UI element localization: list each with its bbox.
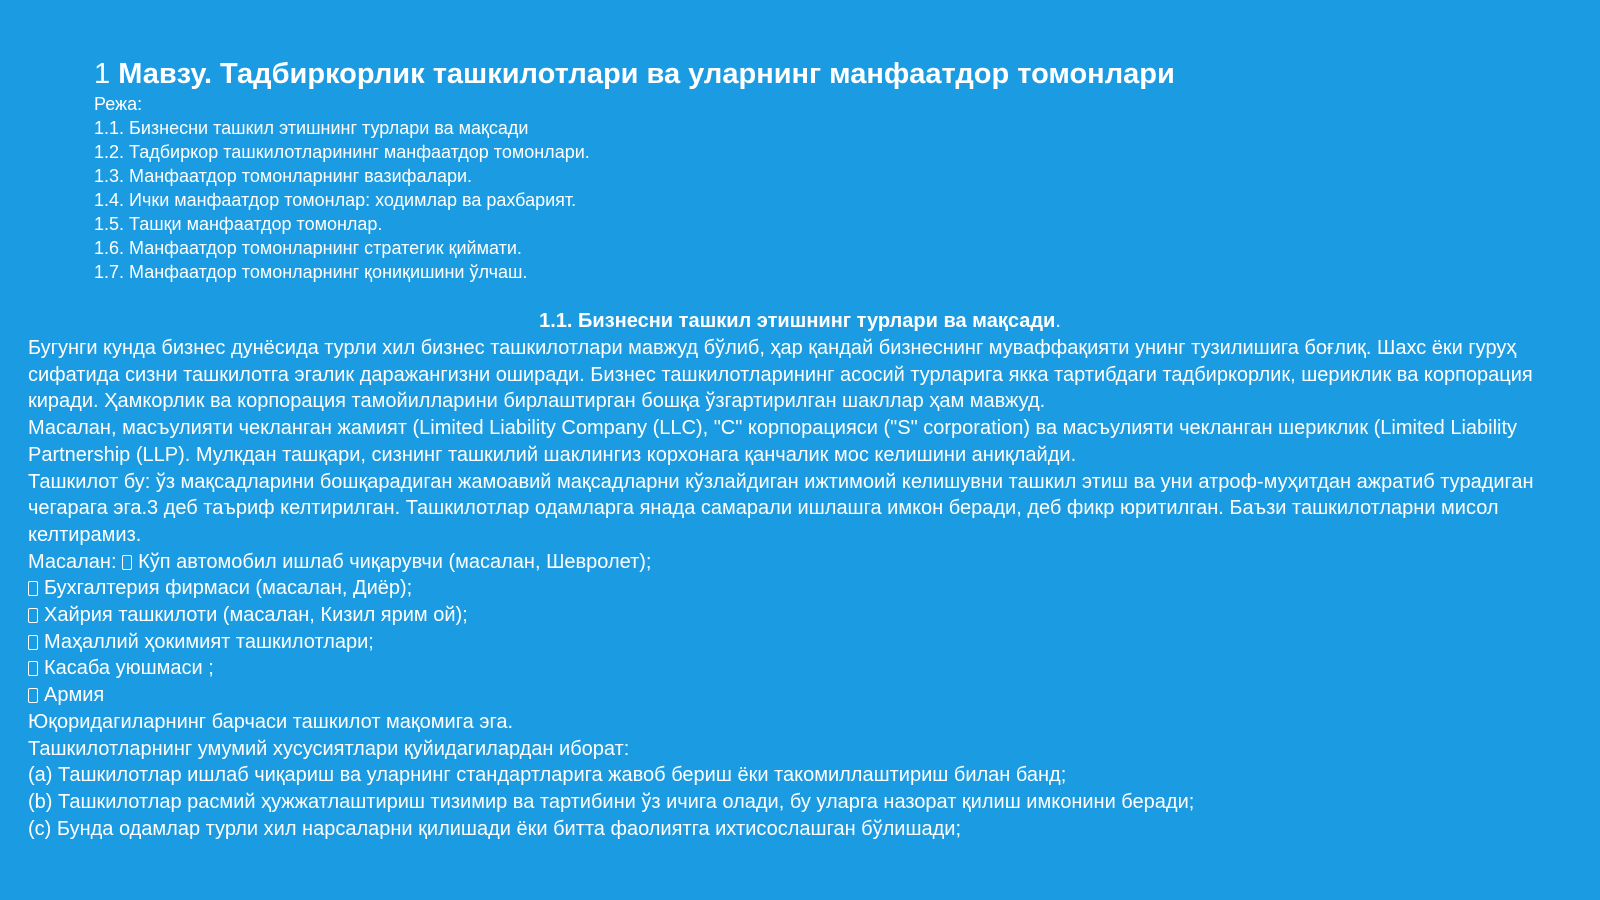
example-text: Маҳаллий ҳокимият ташкилотлари;: [44, 630, 374, 653]
example-text: Бухгалтерия фирмаси (масалан, Диёр);: [44, 577, 413, 600]
paragraph-features-intro: Ташкилотларнинг умумий хусусиятлари қуйидагилардан иборат:: [28, 737, 630, 760]
plan-item: 1.2. Тадбиркор ташкилотларининг манфаатдор томонлари.: [94, 142, 590, 162]
title-text: Мавзу. Тадбиркорлик ташкилотлари ва уларнинг манфаатдор томонлари: [118, 58, 1175, 90]
feature-item: (c) Бунда одамлар турли хил нарсаларни қилишади ёки битта фаолиятга ихтисослашган бўлишади;: [28, 817, 962, 840]
plan-list: [94, 92, 590, 284]
example-line: [28, 602, 1576, 629]
feature-item: (b) Ташкилотлар расмий ҳужжатлаштириш тизимир ва тартибини ўз ичига олади, бу уларга назорат қилиш имконини беради;: [28, 790, 1195, 813]
example-text: Армия: [44, 684, 105, 707]
example-line: [28, 575, 1576, 602]
plan-item: 1.5. Ташқи манфаатдор томонлар.: [94, 214, 383, 234]
section-heading: [0, 308, 1600, 334]
title-number: 1: [94, 58, 111, 90]
example-line: [28, 549, 1576, 576]
plan-item: 1.1. Бизнесни ташкил этишнинг турлари ва мақсади: [94, 118, 529, 138]
example-line: [28, 682, 1576, 709]
plan-item: 1.4. Ички манфаатдор томонлар: ходимлар ва рахбарият.: [94, 190, 577, 210]
section-heading-dot: .: [1055, 310, 1061, 332]
body-text: [28, 335, 1576, 842]
example-line: [28, 629, 1576, 656]
plan-item: 1.7. Манфаатдор томонларнинг қониқишини ўлчаш.: [94, 262, 528, 282]
feature-item: (a) Ташкилотлар ишлаб чиқариш ва уларнинг стандартларига жавоб бериш ёки такомиллаштириш билан банд;: [28, 764, 1067, 787]
example-line: [28, 655, 1576, 682]
bullet-box-icon: [28, 688, 38, 703]
plan-heading: Режа:: [94, 94, 143, 114]
paragraph-intro: Бугунги кунда бизнес дунёсида турли хил бизнес ташкилотлари мавжуд бўлиб, ҳар қандай бизнеснинг муваффақияти унинг тузилишига боғлиқ. Шахс ёки гуруҳ сифатида сизни ташкилотга эгалик даражангизни оширади. Бизнес ташкилотларининг асосий турларига якка тартибдаги тадбиркорлик, шериклик ва корпорация киради. Ҳамкорлик ва корпорация тамойилларини бирлаштирган бошқа ўзгартирилган шакллар ҳам мавжуд.: [28, 337, 1533, 413]
bullet-box-icon: [28, 608, 38, 623]
example-text: Хайрия ташкилоти (масалан, Кизил ярим ой);: [44, 604, 468, 627]
bullet-box-icon: [28, 661, 38, 676]
plan-item: 1.6. Манфаатдор томонларнинг стратегик қиймати.: [94, 238, 522, 258]
bullet-box-icon: [28, 635, 38, 650]
examples-lead: Масалан:: [28, 550, 123, 573]
paragraph-definition: Ташкилот бу: ўз мақсадларини бошқарадиган жамоавий мақсадларни кўзлайдиган ижтимоий келишувни ташкил этиш ва уни атроф-муҳитдан ажратиб турадиган чегарага эга.3 деб таъриф келтирилган. Ташкилотлар одамларга янада самарали ишлашга имкон беради, деб фикр юритилган. Баъзи ташкилотларни мисол келтирамиз.: [28, 470, 1534, 546]
example-text: Касаба уюшмаси ;: [44, 657, 214, 680]
section-heading-text: 1.1. Бизнесни ташкил этишнинг турлари ва мақсади: [539, 310, 1056, 332]
paragraph-llc: Масалан, масъулияти чекланган жамият (Limited Liability Company (LLC), "C" корпорацияси ("S" corporation) ва масъулияти чекланган шериклик (Limited Liability Partnership (LLP). Мулкдан ташқари, сизнинг ташкилий шаклингиз корхонага қанчалик мос келишини аниқлайди.: [28, 417, 1518, 466]
page-title: [94, 56, 1175, 92]
paragraph-status: Юқоридагиларнинг барчаси ташкилот мақомига эга.: [28, 710, 513, 733]
bullet-box-icon: [122, 555, 132, 570]
example-text: Кўп автомобил ишлаб чиқарувчи (масалан, Шевролет);: [138, 550, 652, 573]
plan-item: 1.3. Манфаатдор томонларнинг вазифалари.: [94, 166, 473, 186]
bullet-box-icon: [28, 581, 38, 596]
